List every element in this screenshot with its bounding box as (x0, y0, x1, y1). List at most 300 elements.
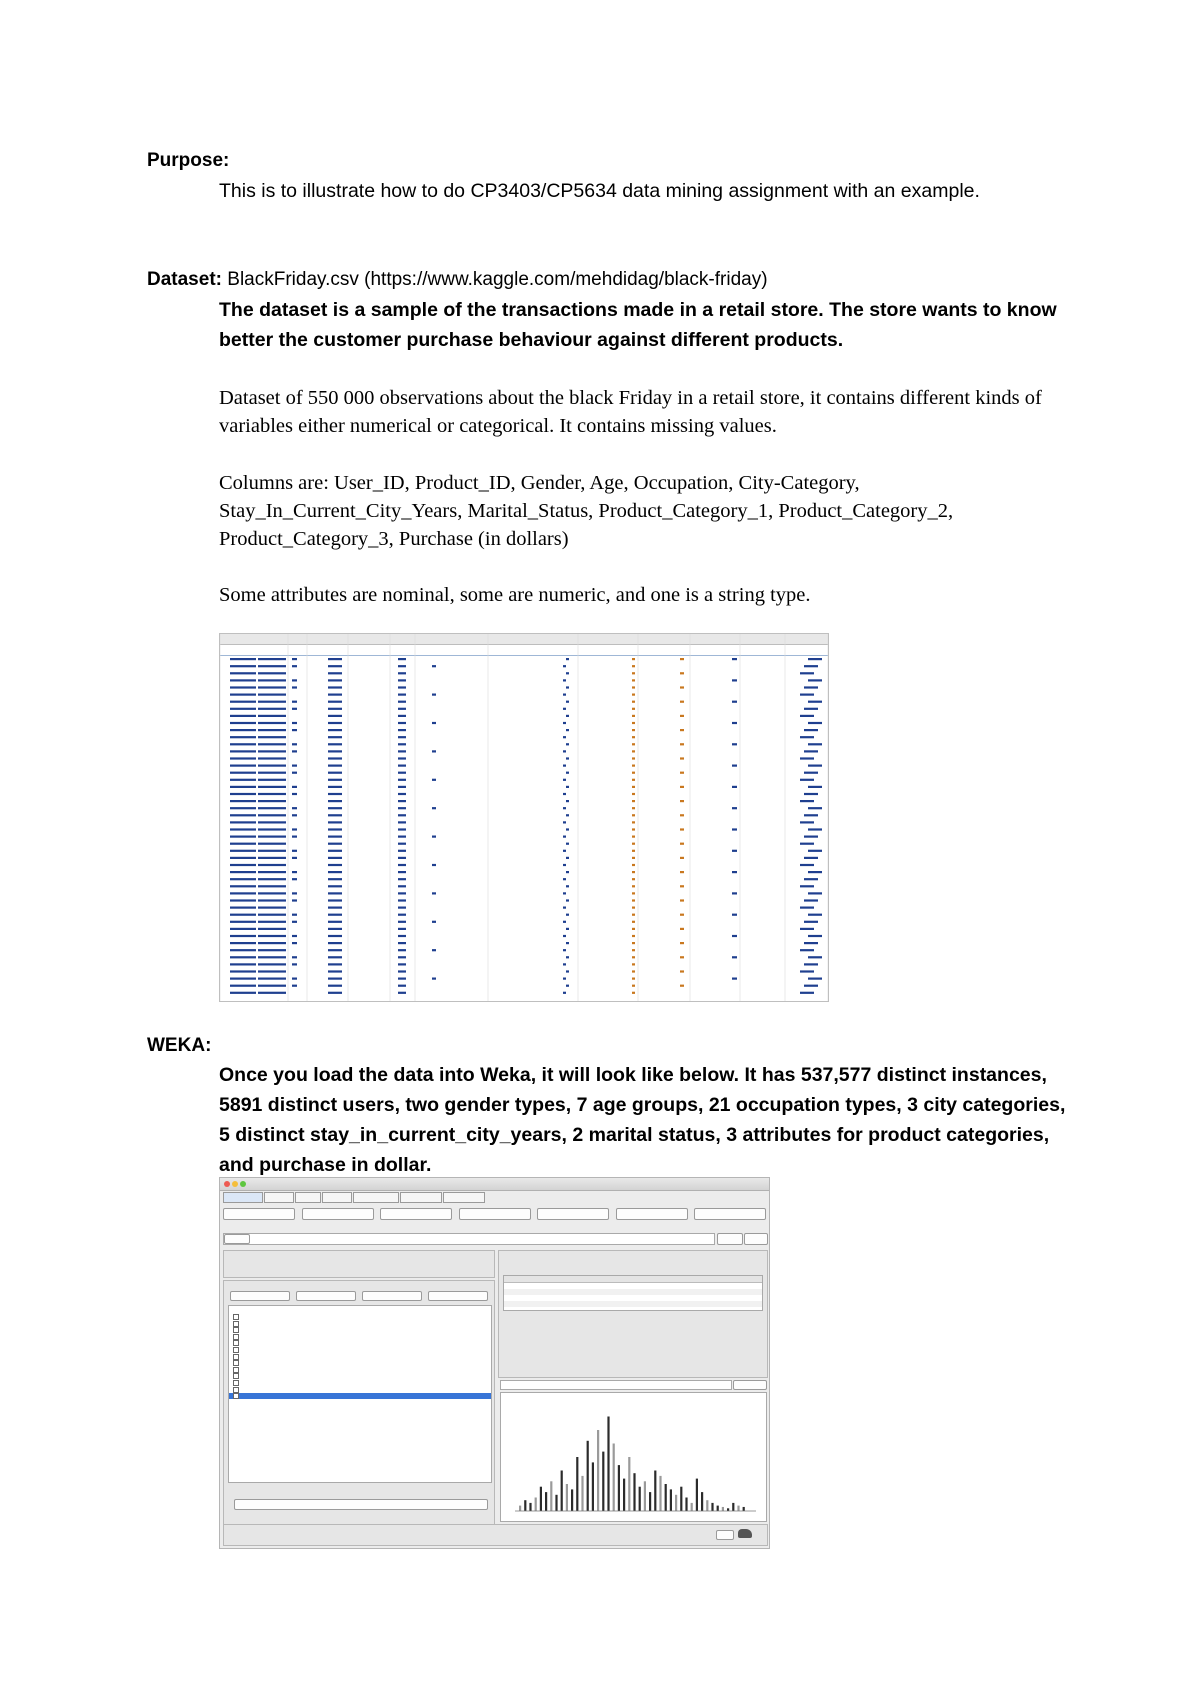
sheet-cell (328, 814, 342, 816)
sheet-cell (632, 736, 635, 738)
sheet-cell (563, 665, 566, 667)
sheet-cell (258, 963, 286, 965)
sheet-cell (230, 949, 256, 951)
sheet-cell (328, 729, 342, 731)
sheet-cell (432, 864, 436, 866)
sheet-cell (258, 686, 286, 688)
sheet-cell (292, 708, 297, 710)
weka-attribute-row (229, 1360, 491, 1366)
sheet-row (230, 736, 814, 738)
dataset-colon: : (215, 269, 222, 290)
sheet-cell (566, 928, 569, 930)
sheet-cell (230, 878, 256, 880)
sheet-row (230, 871, 822, 873)
sheet-cell (398, 807, 406, 809)
sheet-cell (680, 857, 684, 859)
sheet-cell (258, 800, 286, 802)
sheet-cell (800, 992, 814, 994)
sheet-cell (258, 729, 286, 731)
sheet-cell (258, 757, 286, 759)
histogram-bar (613, 1444, 615, 1512)
sheet-cell (230, 701, 256, 703)
histogram-bar (706, 1500, 708, 1511)
weka-attribute-row (229, 1367, 491, 1373)
sheet-cell (632, 836, 635, 838)
weka-tab (322, 1192, 352, 1203)
sheet-cell (808, 786, 822, 788)
sheet-cell (632, 928, 635, 930)
sheet-cell (808, 978, 822, 980)
sheet-cell (680, 871, 684, 873)
histogram-bar (691, 1503, 693, 1511)
sheet-cell (292, 786, 297, 788)
sheet-cell (800, 779, 814, 781)
weka-tab (443, 1192, 485, 1203)
sheet-cell (398, 921, 406, 923)
histogram-bar (529, 1503, 531, 1511)
histogram-bar (711, 1503, 713, 1511)
sheet-cell (632, 970, 635, 972)
sheet-cell (230, 658, 256, 660)
sheet-cell (680, 772, 684, 774)
sheet-cell (808, 828, 822, 830)
sheet-cell (800, 970, 814, 972)
sheet-cell (328, 985, 342, 987)
weka-button (616, 1208, 688, 1220)
histogram-bar (701, 1492, 703, 1511)
sheet-cell (230, 665, 256, 667)
weka-tab (400, 1192, 442, 1203)
sheet-cell (804, 665, 818, 667)
histogram-bar (545, 1492, 547, 1511)
sheet-cell (632, 857, 635, 859)
sheet-cell (230, 757, 256, 759)
sheet-cell (680, 672, 684, 674)
sheet-cell (732, 871, 737, 873)
weka-label: WEKA (147, 1035, 206, 1056)
weka-explorer-screenshot (219, 1177, 770, 1549)
sheet-cell (808, 914, 822, 916)
sheet-cell (292, 978, 297, 980)
sheet-row (230, 757, 814, 759)
sheet-cell (292, 956, 297, 958)
weka-log-button (716, 1530, 734, 1540)
sheet-cell (432, 978, 436, 980)
sheet-cell (632, 914, 635, 916)
sheet-cell (800, 757, 814, 759)
sheet-cell (258, 949, 286, 951)
sheet-cell (398, 963, 406, 965)
sheet-cell (808, 701, 822, 703)
sheet-cell (632, 899, 635, 901)
sheet-cell (632, 956, 635, 958)
sheet-cell (328, 836, 342, 838)
sheet-cell (292, 942, 297, 944)
sheet-cell (804, 921, 818, 923)
sheet-cell (566, 772, 569, 774)
histogram-bar (743, 1507, 745, 1511)
sheet-cell (258, 750, 286, 752)
sheet-cell (732, 914, 737, 916)
sheet-cell (732, 807, 737, 809)
sheet-cell (292, 686, 297, 688)
sheet-cell (566, 871, 569, 873)
sheet-cell (398, 736, 406, 738)
sheet-cell (258, 665, 286, 667)
sheet-cell (258, 814, 286, 816)
sheet-cell (398, 821, 406, 823)
sheet-cell (230, 885, 256, 887)
sheet-cell (432, 694, 436, 696)
weka-attribute-row (229, 1393, 491, 1399)
sheet-cell (230, 992, 256, 994)
sheet-cell (808, 722, 822, 724)
sheet-cell (800, 885, 814, 887)
histogram-bar (540, 1487, 542, 1511)
sheet-cell (258, 992, 286, 994)
sheet-cell (328, 772, 342, 774)
sheet-cell (398, 722, 406, 724)
sheet-cell (328, 750, 342, 752)
sheet-cell (398, 729, 406, 731)
sheet-cell (328, 956, 342, 958)
histogram-bar (618, 1465, 620, 1511)
sheet-cell (632, 793, 635, 795)
weka-attribute-row (229, 1340, 491, 1346)
sheet-cell (328, 736, 342, 738)
sheet-cell (398, 786, 406, 788)
sheet-cell (292, 743, 297, 745)
weka-statistics-table (503, 1275, 763, 1311)
sheet-cell (230, 736, 256, 738)
sheet-cell (563, 963, 566, 965)
dataset-observations: Dataset of 550 000 observations about the black Friday in a retail store, it contains different kinds of variables either numerical or categorical. It contains missing values. (219, 387, 1042, 437)
sheet-cell (230, 836, 256, 838)
sheet-cell (563, 793, 566, 795)
sheet-cell (398, 757, 406, 759)
sheet-row (230, 928, 814, 930)
sheet-cell (804, 772, 818, 774)
sheet-cell (258, 779, 286, 781)
purpose-label: Purpose (147, 150, 224, 171)
sheet-cell (328, 722, 342, 724)
sheet-cell (680, 970, 684, 972)
sheet-cell (563, 779, 566, 781)
sheet-cell (632, 850, 635, 852)
sheet-cell (292, 807, 297, 809)
sheet-cell (563, 992, 566, 994)
sheet-row (230, 828, 822, 830)
histogram-bar (727, 1508, 729, 1511)
sheet-row (230, 978, 822, 980)
histogram-bar (566, 1484, 568, 1511)
sheet-cell (632, 750, 635, 752)
sheet-cell (292, 914, 297, 916)
sheet-cell (808, 658, 822, 660)
sheet-cell (563, 907, 566, 909)
sheet-cell (808, 850, 822, 852)
weka-button (694, 1208, 766, 1220)
sheet-cell (804, 857, 818, 859)
maximize-icon (240, 1181, 246, 1187)
sheet-cell (398, 793, 406, 795)
weka-button (302, 1208, 374, 1220)
sheet-cell (398, 864, 406, 866)
sheet-row (230, 857, 818, 859)
sheet-row (230, 985, 818, 987)
sheet-cell (398, 765, 406, 767)
sheet-row (230, 715, 814, 717)
sheet-cell (398, 715, 406, 717)
sheet-cell (680, 658, 684, 660)
sheet-cell (328, 765, 342, 767)
sheet-cell (230, 800, 256, 802)
weka-status-panel (223, 1524, 768, 1546)
sheet-cell (432, 949, 436, 951)
sheet-cell (292, 772, 297, 774)
sheet-cell (732, 765, 737, 767)
weka-checkbox-icon (233, 1334, 239, 1340)
weka-tab (353, 1192, 399, 1203)
sheet-cell (328, 949, 342, 951)
sheet-cell (800, 843, 814, 845)
sheet-cell (398, 665, 406, 667)
sheet-cell (804, 750, 818, 752)
sheet-cell (230, 970, 256, 972)
sheet-cell (632, 679, 635, 681)
sheet-cell (632, 807, 635, 809)
sheet-cell (398, 928, 406, 930)
sheet-cell (398, 885, 406, 887)
sheet-cell (328, 807, 342, 809)
sheet-cell (632, 843, 635, 845)
sheet-cell (258, 793, 286, 795)
sheet-cell (292, 828, 297, 830)
sheet-row (230, 750, 818, 752)
sheet-cell (398, 708, 406, 710)
sheet-cell (230, 899, 256, 901)
weka-button (380, 1208, 452, 1220)
sheet-row (230, 743, 822, 745)
sheet-cell (808, 871, 822, 873)
histogram-bar (737, 1506, 739, 1511)
sheet-cell (230, 871, 256, 873)
weka-attribute-row (229, 1314, 491, 1320)
sheet-row (230, 907, 814, 909)
weka-attributes-panel (223, 1280, 495, 1537)
sheet-cell (292, 963, 297, 965)
histogram-bar (633, 1473, 635, 1511)
sheet-cell (804, 836, 818, 838)
sheet-cell (230, 850, 256, 852)
weka-checkbox-icon (233, 1367, 239, 1373)
sheet-cell (258, 828, 286, 830)
sheet-cell (398, 701, 406, 703)
sheet-cell (398, 985, 406, 987)
sheet-row (230, 786, 822, 788)
sheet-cell (632, 963, 635, 965)
sheet-cell (563, 765, 566, 767)
sheet-cell (808, 743, 822, 745)
sheet-cell (632, 701, 635, 703)
sheet-row (230, 708, 818, 710)
sheet-row (230, 914, 822, 916)
sheet-cell (632, 729, 635, 731)
histogram-bar (561, 1471, 563, 1512)
sheet-cell (398, 772, 406, 774)
sheet-cell (292, 722, 297, 724)
sheet-cell (398, 878, 406, 880)
sheet-cell (258, 715, 286, 717)
histogram-bar (581, 1476, 583, 1511)
sheet-cell (680, 843, 684, 845)
sheet-cell (732, 743, 737, 745)
sheet-cell (230, 921, 256, 923)
dataset-heading (147, 269, 768, 291)
sheet-cell (632, 921, 635, 923)
weka-checkbox-icon (233, 1340, 239, 1346)
sheet-cell (328, 970, 342, 972)
sheet-cell (292, 793, 297, 795)
weka-invert-button (362, 1291, 422, 1301)
sheet-row (230, 800, 814, 802)
sheet-cell (563, 708, 566, 710)
sheet-row (230, 686, 818, 688)
sheet-row (230, 836, 818, 838)
sheet-cell (632, 708, 635, 710)
histogram-bar (685, 1498, 687, 1512)
sheet-cell (732, 892, 737, 894)
histogram-bar (524, 1500, 526, 1511)
sheet-cell (800, 907, 814, 909)
dataset-label: Dataset (147, 269, 216, 290)
sheet-cell (258, 857, 286, 859)
weka-tab (295, 1192, 321, 1203)
sheet-cell (292, 679, 297, 681)
sheet-cell (680, 701, 684, 703)
histogram-bar (654, 1471, 656, 1512)
sheet-cell (800, 715, 814, 717)
histogram-bar (628, 1457, 630, 1511)
sheet-cell (398, 892, 406, 894)
sheet-cell (398, 779, 406, 781)
histogram-bar (670, 1489, 672, 1511)
sheet-cell (632, 992, 635, 994)
sheet-cell (800, 736, 814, 738)
sheet-row (230, 956, 822, 958)
sheet-cell (808, 956, 822, 958)
sheet-cell (632, 949, 635, 951)
sheet-cell (292, 814, 297, 816)
sheet-row (230, 779, 814, 781)
weka-attribute-row (229, 1327, 491, 1333)
weka-checkbox-icon (233, 1354, 239, 1360)
sheet-cell (258, 942, 286, 944)
histogram-bar (519, 1506, 521, 1511)
sheet-cell (258, 701, 286, 703)
sheet-cell (398, 899, 406, 901)
sheet-cell (563, 679, 566, 681)
sheet-cell (732, 786, 737, 788)
sheet-cell (398, 970, 406, 972)
sheet-cell (804, 708, 818, 710)
sheet-cell (398, 679, 406, 681)
weka-checkbox-icon (233, 1393, 239, 1399)
sheet-row (230, 814, 818, 816)
sheet-row (230, 843, 814, 845)
sheet-cell (563, 694, 566, 696)
sheet-cell (328, 885, 342, 887)
sheet-cell (258, 672, 286, 674)
sheet-row (230, 949, 814, 951)
histogram-bar (680, 1487, 682, 1511)
sheet-cell (230, 679, 256, 681)
sheet-cell (258, 907, 286, 909)
sheet-cell (292, 892, 297, 894)
sheet-cell (258, 892, 286, 894)
sheet-cell (258, 821, 286, 823)
sheet-cell (258, 722, 286, 724)
sheet-row (230, 885, 814, 887)
weka-tab-strip (223, 1192, 485, 1203)
sheet-cell (258, 836, 286, 838)
sheet-cell (432, 665, 436, 667)
sheet-cell (292, 985, 297, 987)
sheet-row (230, 992, 814, 994)
sheet-cell (328, 694, 342, 696)
weka-text: Once you load the data into Weka, it will look like below. It has 537,577 distinct instances, 5891 distinct users, two gender types, 7 age groups, 21 occupation types, 3 city categories, 5 distinct stay_in_current_city_years, 2 marital status, 3 attributes for product categories, and purchase in dollar. (219, 1064, 1066, 1176)
sheet-cell (230, 942, 256, 944)
sheet-cell (632, 878, 635, 880)
sheet-cell (230, 828, 256, 830)
weka-statistics-header (504, 1276, 762, 1283)
sheet-cell (328, 686, 342, 688)
sheet-row (230, 963, 818, 965)
sheet-cell (680, 899, 684, 901)
sheet-cell (230, 672, 256, 674)
sheet-cell (328, 843, 342, 845)
weka-colon: : (205, 1035, 212, 1056)
sheet-cell (258, 899, 286, 901)
sheet-cell (632, 985, 635, 987)
sheet-cell (632, 765, 635, 767)
dataset-columns: Columns are: User_ID, Product_ID, Gender, Age, Occupation, City-Category, Stay_In_Current_City_Years, Marital_Status, Product_Category_1, Product_Category_2, Product_Category_3, Purchase (in dollars) (219, 472, 954, 550)
sheet-cell (566, 686, 569, 688)
sheet-row (230, 864, 814, 866)
dataset-attributes: Some attributes are nominal, some are numeric, and one is a string type. (219, 584, 811, 606)
sheet-cell (563, 921, 566, 923)
sheet-cell (292, 750, 297, 752)
sheet-cell (566, 757, 569, 759)
sheet-cell (398, 914, 406, 916)
sheet-row (230, 722, 822, 724)
sheet-cell (230, 772, 256, 774)
sheet-cell (563, 878, 566, 880)
sheet-cell (432, 836, 436, 838)
sheet-cell (398, 956, 406, 958)
sheet-row (230, 942, 818, 944)
spreadsheet-screenshot (219, 633, 829, 1002)
sheet-cell (258, 985, 286, 987)
sheet-cell (230, 907, 256, 909)
sheet-cell (258, 921, 286, 923)
weka-bird-icon (738, 1529, 752, 1538)
sheet-cell (566, 786, 569, 788)
sheet-cell (732, 850, 737, 852)
sheet-cell (258, 786, 286, 788)
sheet-cell (230, 694, 256, 696)
sheet-cell (680, 914, 684, 916)
